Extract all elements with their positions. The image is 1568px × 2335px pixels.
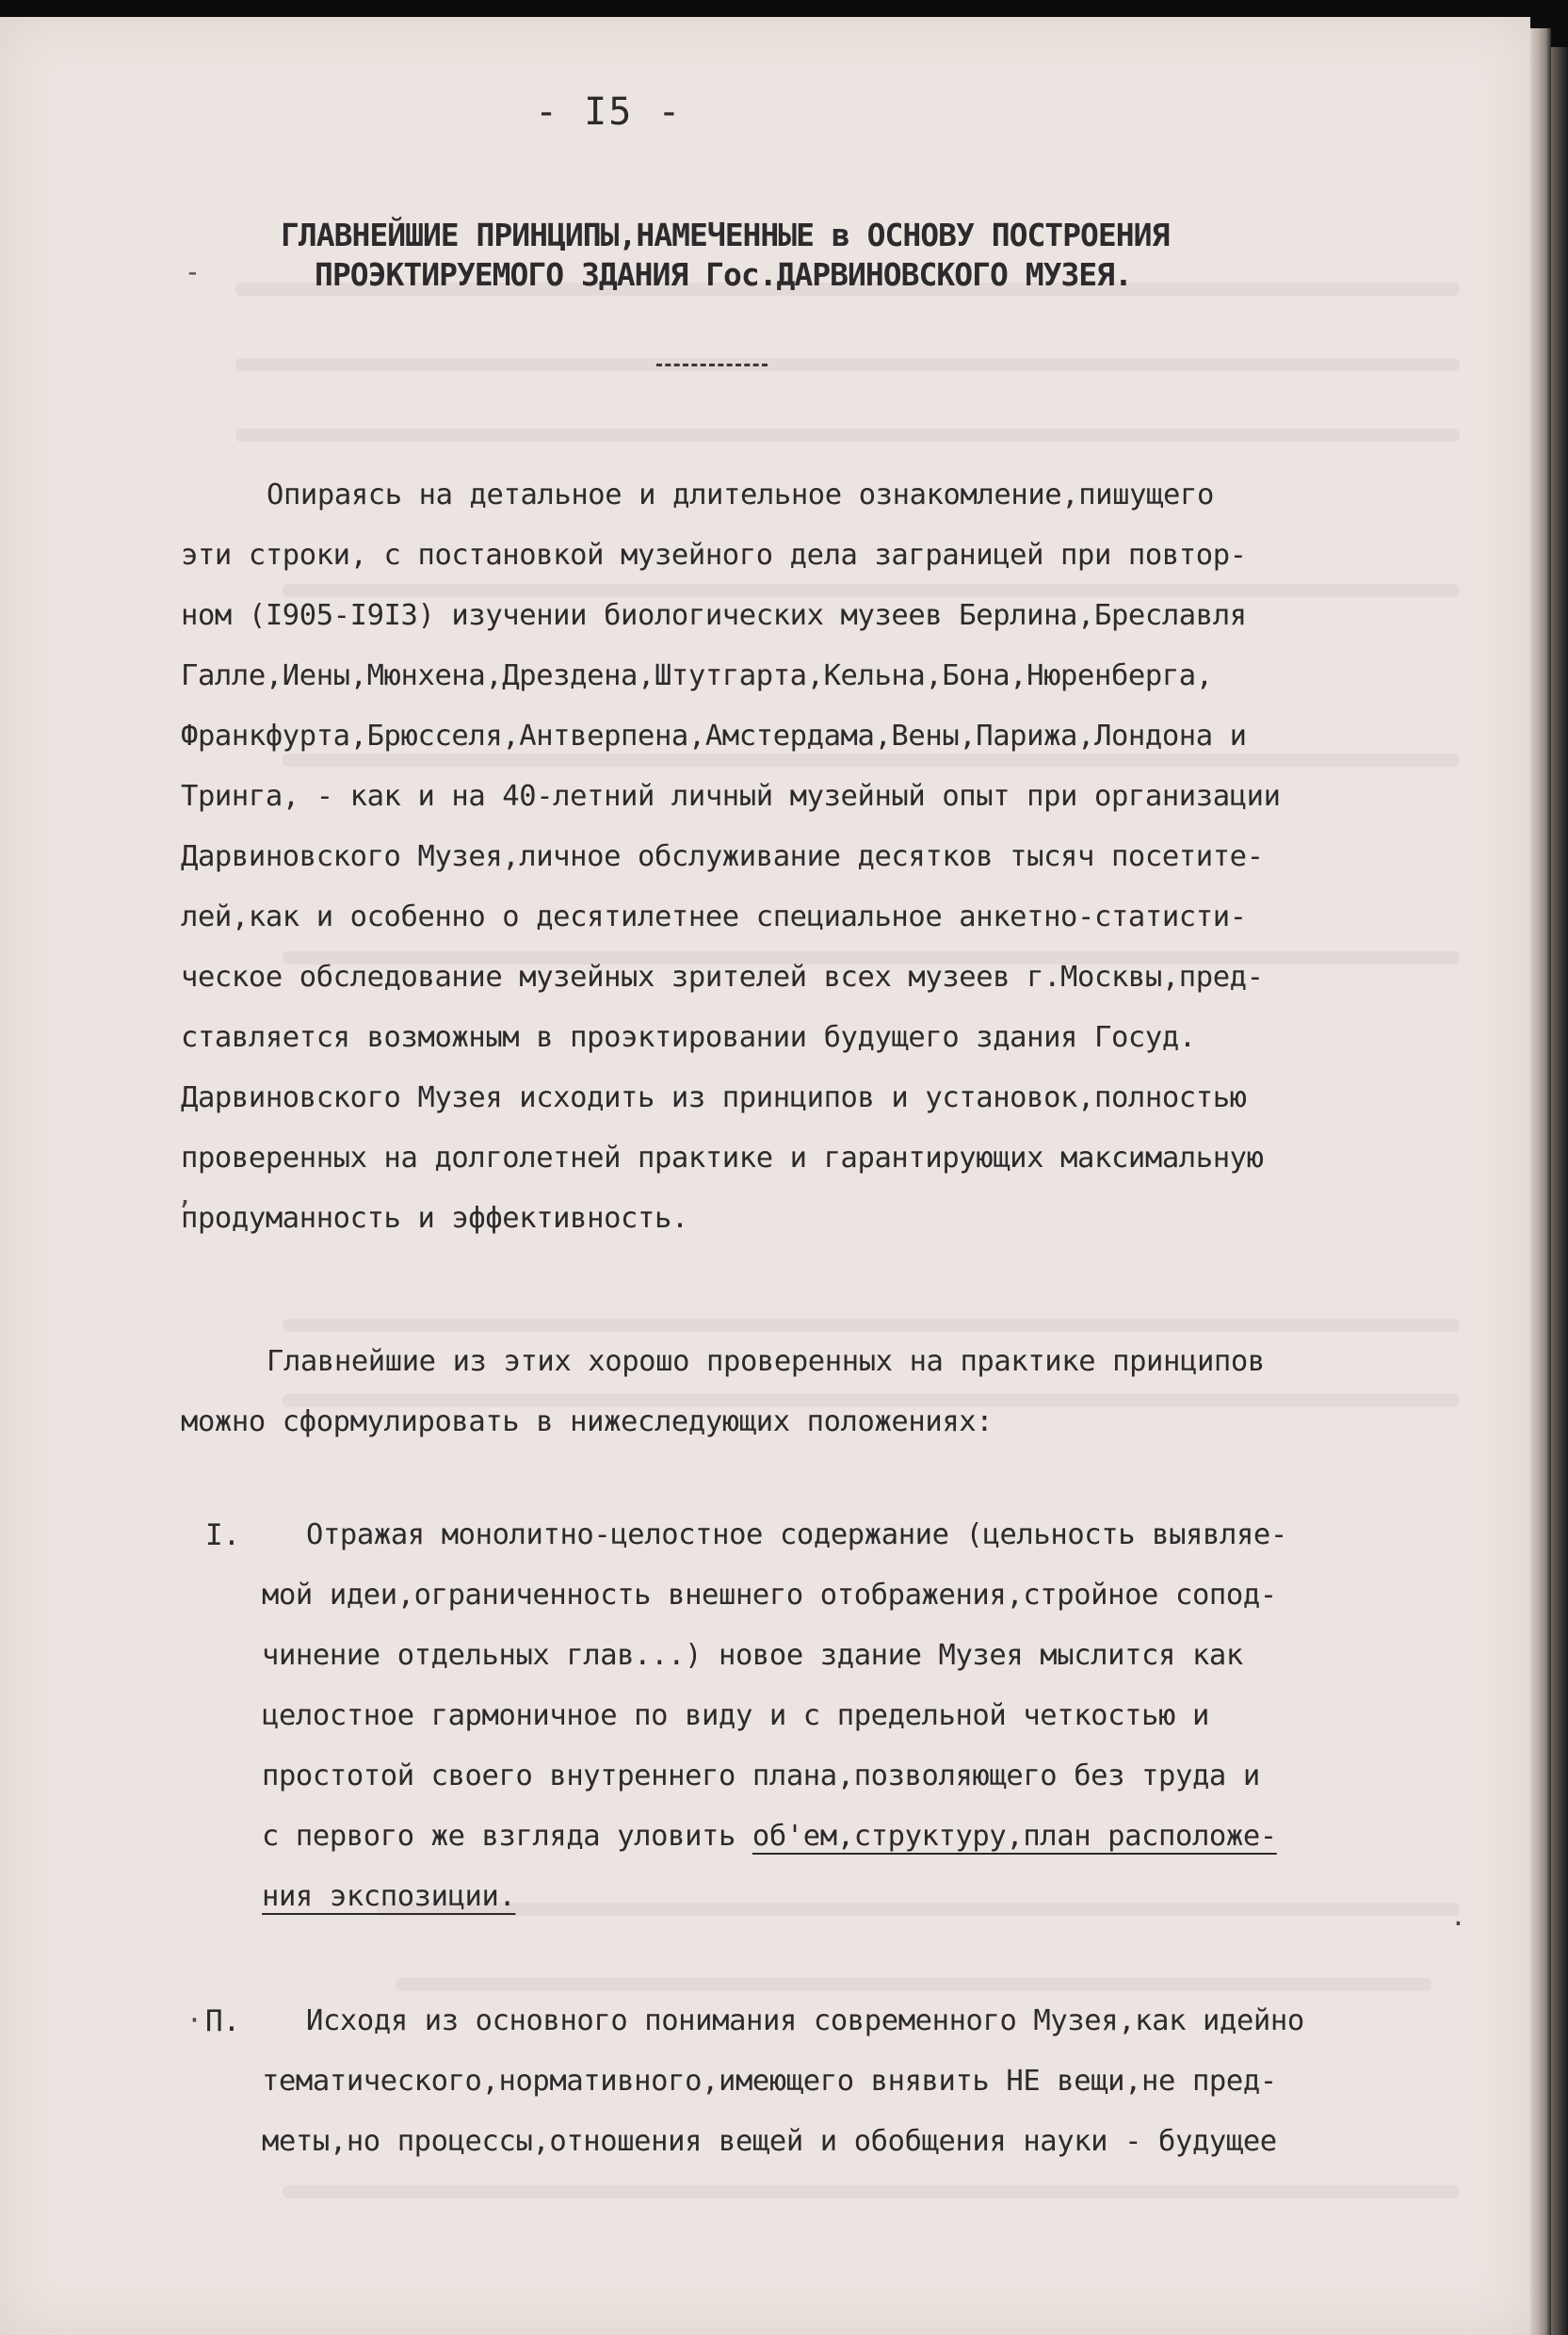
bleed-through: [396, 1978, 1431, 1991]
underlined-phrase: об'ем,структуру,план расположе-: [752, 1820, 1277, 1853]
item-line: Исходя из основного понимания современного Музея,как идейно: [306, 2004, 1304, 2037]
margin-mark: ,: [177, 1179, 193, 1210]
intro-line: проверенных на долголетней практике и гарантирующих максимальную: [181, 1142, 1264, 1175]
margin-mark: .: [1450, 1901, 1466, 1932]
intro-line: Галле,Иены,Мюнхена,Дрездена,Штутгарта,Кельна,Бона,Нюренберга,: [181, 659, 1213, 692]
item-line-plain: с первого же взгляда уловить: [262, 1820, 752, 1853]
second-para-line: Главнейшие из этих хорошо проверенных на практике принципов: [267, 1345, 1265, 1378]
item-number: П.: [205, 2004, 241, 2038]
intro-line: лей,как и особенно о десятилетнее специальное анкетно-статисти-: [181, 900, 1247, 933]
title-line-1: ГЛАВНЕЙШИЕ ПРИНЦИПЫ,НАМЕЧЕННЫЕ в ОСНОВУ ПОСТРОЕНИЯ: [281, 217, 1170, 253]
item-line: мой идеи,ограниченность внешнего отображения,стройное сопод-: [262, 1579, 1277, 1612]
item-line: чинение отдельных глав...) новое здание Музея мыслится как: [262, 1639, 1243, 1672]
intro-line: Дарвиновского Музея исходить из принципов и установок,полностью: [181, 1081, 1247, 1114]
intro-line: эти строки, с постановкой музейного дела заграницей при повтор-: [181, 539, 1247, 572]
second-para-line: можно сформулировать в нижеследующих положениях:: [181, 1405, 994, 1438]
bleed-through: [283, 754, 1460, 767]
intro-line: Франкфурта,Брюсселя,Антверпена,Амстердама,Вены,Парижа,Лондона и: [181, 720, 1247, 753]
item-number: I.: [205, 1518, 241, 1552]
item-line: меты,но процессы,отношения вещей и обобщения науки - будущее: [262, 2125, 1277, 2158]
item-line: тематического,нормативного,имеющего внявить НЕ вещи,не пред-: [262, 2065, 1277, 2098]
item-line: [262, 1820, 1277, 1853]
margin-mark: -: [185, 256, 201, 287]
intro-line: ставляется возможным в проэктировании будущего здания Госуд.: [181, 1021, 1196, 1054]
intro-line: продуманность и эффективность.: [181, 1202, 688, 1235]
page-number: - I5 -: [535, 90, 683, 134]
bleed-through: [235, 429, 1460, 442]
page-edge-shadow: [1551, 47, 1568, 2335]
bleed-through: [283, 1319, 1460, 1332]
title-line-2: ПРОЭКТИРУЕМОГО ЗДАНИЯ Гос.ДАРВИНОВСКОГО МУЗЕЯ.: [315, 256, 1132, 293]
bleed-through: [283, 2185, 1460, 2198]
intro-line: Дарвиновского Музея,личное обслуживание десятков тысяч посетите-: [181, 840, 1264, 873]
title-divider: [656, 364, 768, 366]
intro-line: ческое обследование музейных зрителей всех музеев г.Москвы,пред-: [181, 961, 1264, 994]
page-edge: [1530, 28, 1551, 2335]
intro-line: Тринга, - как и на 40-летний личный музейный опыт при организации: [181, 780, 1281, 813]
item-line: простотой своего внутреннего плана,позволяющего без труда и: [262, 1759, 1260, 1792]
item-line: целостное гармоничное по виду и с предельной четкостью и: [262, 1699, 1209, 1732]
bleed-through: [283, 584, 1460, 597]
margin-mark: ·: [186, 2004, 202, 2035]
underlined-phrase-continuation: ния экспозиции.: [262, 1880, 516, 1913]
bleed-through: [377, 1903, 1460, 1916]
bleed-through: [235, 358, 1460, 371]
intro-line: Опираясь на детальное и длительное ознакомление,пишущего: [267, 478, 1214, 511]
intro-line: ном (I905-I9I3) изучении биологических музеев Берлина,Бреславля: [181, 599, 1247, 632]
item-line: Отражая монолитно-целостное содержание (цельность выявляе-: [306, 1518, 1287, 1551]
